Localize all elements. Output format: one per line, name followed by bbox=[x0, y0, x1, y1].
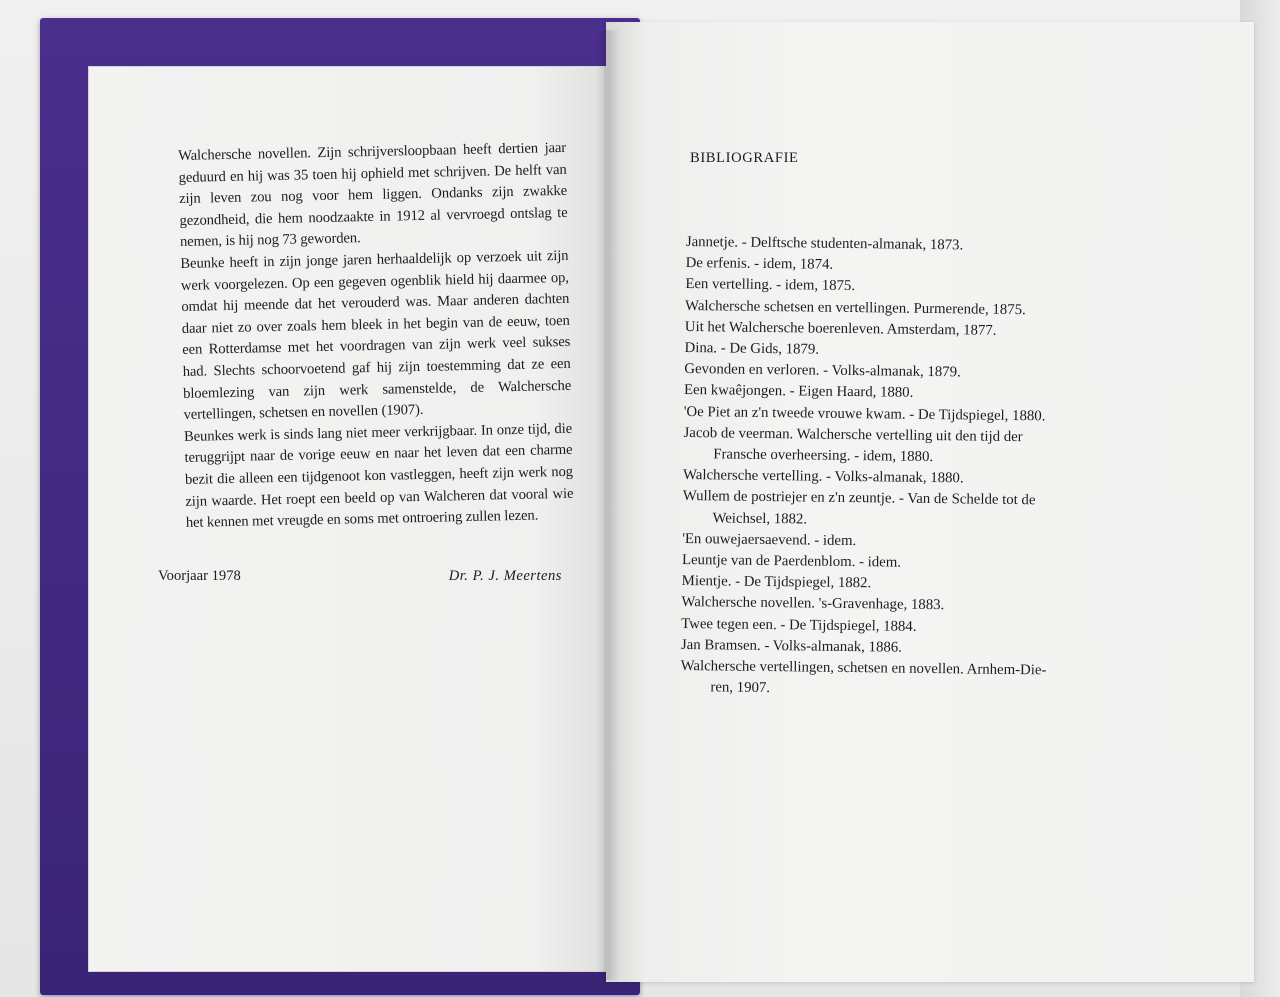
bibliography-entry: Gevonden en verloren. - Volks-almanak, 1879. bbox=[684, 361, 961, 381]
bibliography-heading: BIBLIOGRAFIE bbox=[690, 150, 799, 166]
bibliography-entry: Een kwaêjongen. - Eigen Haard, 1880. bbox=[683, 382, 914, 402]
bibliography-entry: Walchersche schetsen en vertellingen. Purmerende, 1875. bbox=[685, 297, 1026, 318]
date-line: Voorjaar 1978 bbox=[158, 568, 241, 584]
bibliography-entry: Walchersche novellen. 's-Gravenhage, 1883. bbox=[681, 594, 945, 614]
bibliography-entry: Jannetje. - Delftsche studenten-almanak, 1873. bbox=[685, 233, 964, 254]
paragraph: Walchersche novellen. Zijn schrijversloopbaan heeft dertien jaar geduurd en hij was 35 toen hij ophield met schrijven. De helft van zijn leven zou nog voor hem liggen. Ondanks zijn zwakke gezondheid, die hem noodzaakte in 1912 al vervroegd ontslag te nemen, is hij nog 73 geworden. bbox=[178, 139, 568, 251]
bibliography-list bbox=[680, 232, 1122, 704]
bibliography-entry: Twee tegen een. - De Tijdspiegel, 1884. bbox=[681, 615, 917, 635]
bibliography-entry: Dina. - De Gids, 1879. bbox=[684, 340, 820, 358]
bibliography-entry: 'Oe Piet an z'n tweede vrouwe kwam. - De Tijdspiegel, 1880. bbox=[683, 403, 1046, 425]
bibliography-entry: Een vertelling. - idem, 1875. bbox=[685, 276, 856, 295]
paragraph: Beunke heeft in zijn jonge jaren herhaaldelijk op verzoek uit zijn werk voorgelezen. Op een gegeven ogenblik hield hij daarmee op, omdat hij meende dat het verouderd was. Maar anderen dachten daar niet zo over zoals hem bleek in het begin van de eeuw, toen een Rotterdamse met het voordragen van zijn werk veel sukses had. Slechts schoorvoetend gaf hij zijn toestemming dat ze een bloemlezing van zijn werk samenstelde, de Walchersche vertellingen, schetsen en novellen (1907). bbox=[180, 247, 572, 424]
bibliography-entry: Walchersche vertellingen, schetsen en novellen. Arnhem-Die- ren, 1907. bbox=[680, 658, 1047, 697]
bibliography-entry: Uit het Walchersche boerenleven. Amsterdam, 1877. bbox=[684, 318, 997, 339]
bibliography-entry: Leuntje van de Paerdenblom. - idem. bbox=[681, 552, 902, 571]
paragraph: Beunkes werk is sinds lang niet meer verkrijgbaar. In onze tijd, die teruggrijpt naar de vorige eeuw en naar het leven dat een charme bezit die alleen een tijdgenoot kon vastleggen, heeft zijn werk nog zijn waarde. Het roept een beeld op van Walcheren dat vooral wie het kennen met vreugde en soms met ontroering zullen lezen. bbox=[183, 420, 574, 532]
signature-line bbox=[158, 568, 562, 585]
bibliography-entry: Mientje. - De Tijdspiegel, 1882. bbox=[681, 573, 872, 592]
author-line: Dr. P. J. Meertens bbox=[448, 568, 562, 584]
bibliography-entry: De erfenis. - idem, 1874. bbox=[685, 255, 834, 274]
bibliography-entry: Jacob de veerman. Walchersche vertelling uit den tijd der Fransche overheersing. - idem, 1880. bbox=[683, 424, 1023, 466]
book-gutter bbox=[596, 30, 620, 980]
bibliography-entry: Wullem de postriejer en z'n zeuntje. - Van de Schelde tot de Weichsel, 1882. bbox=[682, 488, 1036, 528]
left-page-text bbox=[178, 139, 574, 535]
bibliography-entry: 'En ouwejaersaevend. - idem. bbox=[682, 530, 857, 549]
bibliography-entry: Jan Bramsen. - Volks-almanak, 1886. bbox=[680, 636, 903, 656]
bibliography-entry: Walchersche vertelling. - Volks-almanak, 1880. bbox=[682, 467, 964, 487]
